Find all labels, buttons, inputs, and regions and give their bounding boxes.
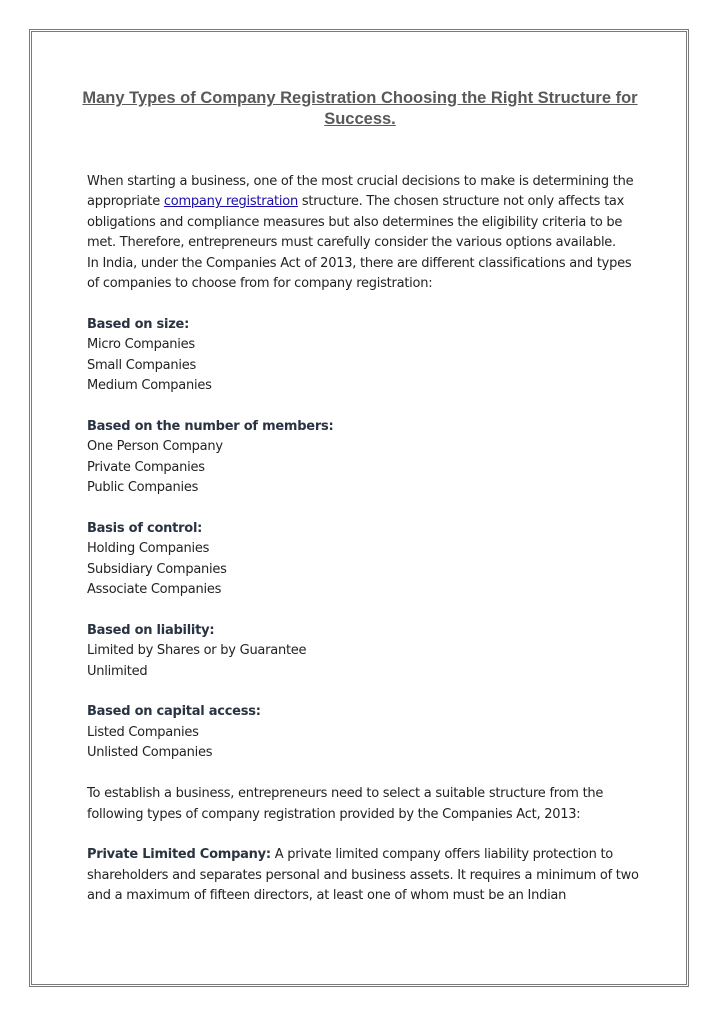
list-item: Listed Companies <box>87 724 199 740</box>
intro-text-end: structure. The chosen structure not only affects tax obligations and compliance measures but also determines the eligibility criteria to be met. Therefore, entrepreneurs must carefully consider the various options available. <box>87 194 625 251</box>
section-heading: Based on the number of members: <box>87 418 334 434</box>
private-limited-lead: Private Limited Company: <box>87 847 271 863</box>
list-item: Public Companies <box>87 480 199 496</box>
list-item: Unlisted Companies <box>87 745 213 761</box>
list-item: One Person Company <box>87 439 223 455</box>
list-item: Limited by Shares or by Guarantee <box>87 643 307 659</box>
list-item: Associate Companies <box>87 582 222 598</box>
section-capital-access <box>87 702 643 763</box>
intro-text-start: When starting a business, one of the most crucial decisions to make is determining the appropriate <box>87 174 634 210</box>
section-heading: Basis of control: <box>87 520 203 536</box>
establish-paragraph: To establish a business, entrepreneurs need to select a suitable structure from the following types of company registration provided by the Companies Act, 2013: <box>87 786 604 822</box>
list-item: Subsidiary Companies <box>87 561 227 577</box>
list-item: Unlimited <box>87 663 148 679</box>
document-title: Many Types of Company Registration Choosing the Right Structure for Success. <box>82 89 638 128</box>
document-body <box>87 172 643 907</box>
private-limited-text: A private limited company offers liability protection to shareholders and separates personal and business assets. It requires a minimum of two and a maximum of fifteen directors, at least one of whom must be an Indian <box>87 847 639 904</box>
list-item: Private Companies <box>87 459 205 475</box>
india-paragraph: In India, under the Companies Act of 2013, there are different classifications and types of companies to choose from for company registration: <box>87 255 632 292</box>
section-heading: Based on size: <box>87 316 190 332</box>
intro-paragraph <box>87 172 643 254</box>
list-item: Holding Companies <box>87 541 210 557</box>
section-control <box>87 519 643 601</box>
list-item: Micro Companies <box>87 337 195 353</box>
company-registration-link[interactable]: company registration <box>163 194 298 210</box>
private-limited-paragraph <box>87 845 643 906</box>
section-heading: Based on capital access: <box>87 704 261 720</box>
section-members <box>87 417 643 499</box>
list-item: Medium Companies <box>87 378 212 394</box>
section-liability <box>87 621 643 682</box>
section-heading: Based on liability: <box>87 622 215 638</box>
section-size <box>87 315 643 397</box>
list-item: Small Companies <box>87 357 197 373</box>
